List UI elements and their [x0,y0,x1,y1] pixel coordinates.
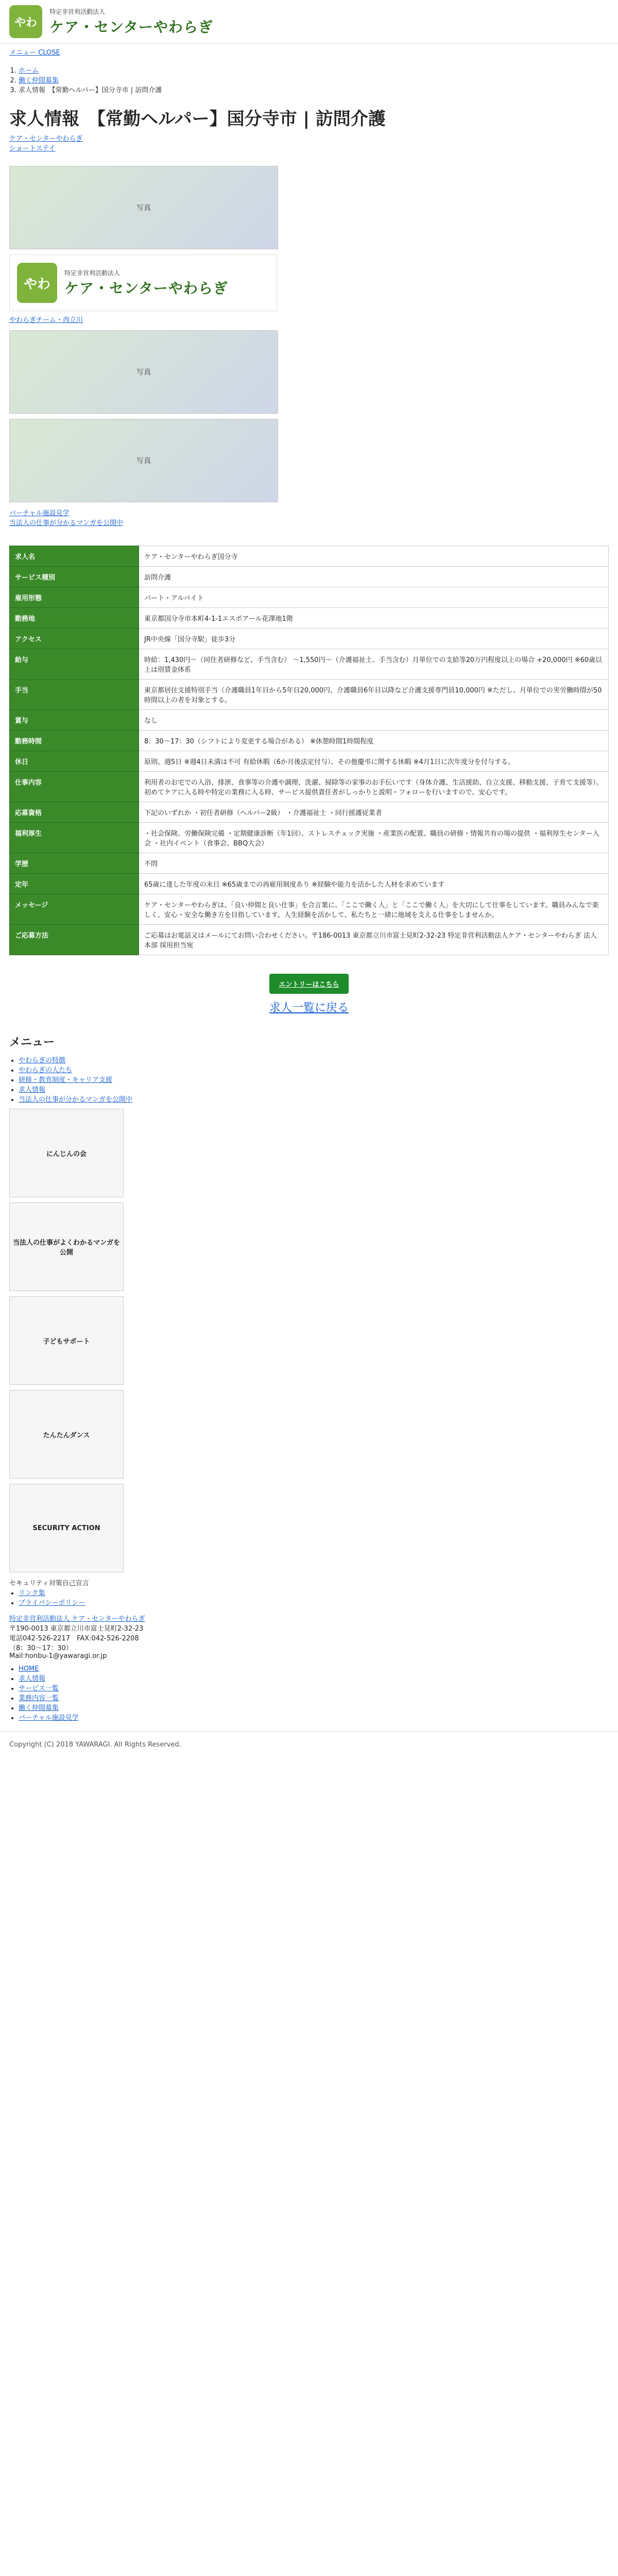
job-row [10,629,609,649]
job-row-label: 応募資格 [10,802,139,823]
breadcrumb-home[interactable]: ホーム [19,67,39,75]
photo-3: 写真 [9,419,278,502]
job-row [10,649,609,680]
job-row-value: 原則、週5日 ※週4日未満は不可 有給休暇（6か月後法定付与）、その他慶弔に関する休暇 ※4月1日に次年度分を付与する。 [139,751,609,772]
job-row [10,751,609,772]
footer-menu-item[interactable]: 求人情報 [19,1086,46,1094]
banner-ninjin[interactable]: にんじんの会 [9,1109,124,1197]
footer-links [9,1587,609,1607]
job-row-value: 東京都国分寺市本町4-1-1エスポアール花澤地1階 [139,608,609,629]
footer-tel: 電話042-526-2217 FAX:042-526-2208 [9,1635,139,1642]
footer-address: 〒190-0013 東京都立川市富士見町2-32-23 [9,1625,144,1633]
job-row [10,853,609,874]
job-row [10,894,609,925]
job-row-value: ケア・センターやわらぎ国分寺 [139,546,609,567]
footer-org-link[interactable]: 特定非営利活動法人 ケア・センターやわらぎ [9,1615,145,1623]
job-row [10,680,609,710]
job-row [10,874,609,894]
job-row [10,772,609,802]
cta-area [0,964,618,1024]
subhead [0,133,618,158]
job-row-value: 下記のいずれか ・初任者研修（ヘルパー2級） ・介護福祉士 ・同行援護従業者 [139,802,609,823]
job-row-value: ケア・センターやわらぎは、「良い仲間と良い仕事」を合言葉に、「ここで働く人」と「ここで働く人」を大切にして仕事をしています。職員みんなで楽しく、安心・安全な働き方を目指しています。人生経験を活かして、私たちと一緒に地域を支える仕事をしませんか。 [139,894,609,925]
job-row-value: 東京都居住支援特別手当（介護職員1年目から5年目20,000円、介護職員6年目以降など介護支援専門員10,000円 ※ただし、月単位での実労働時間が50時間以上の者を対象とする。 [139,680,609,710]
photo-1: 写真 [9,166,278,249]
site-header [0,0,618,44]
job-info-table [9,546,609,955]
photo-2: 写真 [9,330,278,414]
job-row-label: 給与 [10,649,139,680]
job-row-value: パート・アルバイト [139,587,609,608]
job-row [10,710,609,731]
gallery [0,158,618,536]
footer-menu-item[interactable]: 研修・教育制度・キャリア支援 [19,1076,113,1084]
back-to-list-link[interactable]: 求人一覧に戻る [269,1002,349,1014]
job-row-value: なし [139,710,609,731]
org-type: 特定非営利活動法人 [49,8,106,15]
employer-link[interactable]: ケア・センターやわらぎ [9,135,83,143]
footer-mail: Mail:honbu-1@yawaragi.or.jp [9,1652,107,1660]
job-row-value: 不問 [139,853,609,874]
footer-menu-title: メニュー [9,1036,55,1049]
footer-menu [9,1055,609,1104]
breadcrumb-recruit[interactable]: 働く仲間募集 [19,77,59,84]
job-row-label: 賞与 [10,710,139,731]
logo-org-name: ケア・センターやわらぎ [64,279,228,297]
job-row-label: 勤務時間 [10,731,139,751]
footer-menu-item[interactable]: 当法人の仕事が分かるマンガを公開中 [19,1096,133,1104]
footer-nav-item[interactable]: 業務内容一覧 [19,1694,59,1702]
footer-nav-item[interactable]: 働く仲間募集 [19,1704,59,1712]
job-row-value: ・社会保険、労働保険完備 ・定期健康診断（年1回）、ストレスチェック実施 ・産業医の配置、職員の研修・情報共有の場の提供 ・福利厚生センター入会 ・社内イベント（食事会、BBQ大会） [139,823,609,853]
job-row [10,567,609,587]
job-row [10,731,609,751]
job-rows [10,546,609,955]
job-row-value: 利用者のお宅での入浴、排泄、食事等の介護や調理、洗濯、掃除等の家事のお手伝いです（身体介護、生活援助、自立支援、移動支援、子育て支援等）。初めてケアに入る時や特定の業務に入る時、サービス提供責任者がしっかりと説明・フォローを行いますので、安心です。 [139,772,609,802]
footer-bottom-nav [9,1665,609,1722]
job-row-label: 休日 [10,751,139,772]
job-row-label: 勤務地 [10,608,139,629]
job-row [10,823,609,853]
footer-menu-item[interactable]: やわらぎの特徴 [19,1057,66,1064]
menu-close-link[interactable]: メニュー CLOSE [9,49,60,57]
logo-org-type: 特定非営利活動法人 [64,269,121,277]
job-row-label: メッセージ [10,894,139,925]
job-row [10,608,609,629]
short-stay-link[interactable]: ショートステイ [9,145,56,152]
breadcrumb [0,60,618,99]
job-row [10,925,609,955]
job-row [10,802,609,823]
job-row-label: アクセス [10,629,139,649]
job-row-value: ご応募はお電話又はメールにてお問い合わせください。〒186-0013 東京都立川市富士見町2-32-23 特定非営利活動法人ケア・センターやわらぎ 法人本部 採用担当宛 [139,925,609,955]
job-row-label: 定年 [10,874,139,894]
org-logo: やわ [9,5,42,38]
job-row-value: JR中央線「国分寺駅」徒歩3分 [139,629,609,649]
org-logo-text [49,7,213,37]
job-row-value: 65歳に達した年度の末日 ※65歳までの再雇用制度あり ※経験や能力を活かした人材を求めています [139,874,609,894]
logo-block [9,255,277,311]
org-name: ケア・センターやわらぎ [49,18,213,36]
banner-security-action[interactable]: SECURITY ACTION [9,1484,124,1572]
job-row [10,546,609,567]
job-row [10,587,609,608]
job-row-value: 訪問介護 [139,567,609,587]
logo-mark: やわ [17,263,57,303]
job-row-label: 手当 [10,680,139,710]
banner-dance[interactable]: たんたんダンス [9,1390,124,1479]
virtual-tour-link[interactable]: バーチャル施設見学 [9,510,70,517]
breadcrumb-current: 3. 求人情報 【常勤ヘルパー】国分寺市 | 訪問介護 [19,84,609,94]
team-caption-link[interactable]: やわらぎチーム・西立川 [9,316,83,324]
job-row-label: 学歴 [10,853,139,874]
job-row-label: サービス種別 [10,567,139,587]
banner-manga[interactable]: 当法人の仕事がよくわかるマンガを公開 [9,1202,124,1291]
logo-text [64,268,228,298]
footer-nav-item[interactable]: 求人情報 [19,1675,46,1683]
job-row-label: 求人名 [10,546,139,567]
footer-menu-item[interactable]: やわらぎの人たち [19,1066,73,1074]
footer-nav-item[interactable]: バーチャル施設見学 [19,1714,79,1722]
banner-kids[interactable]: 子どもサポート [9,1296,124,1385]
footer-nav-item[interactable]: HOME [19,1665,39,1673]
job-row-label: 福利厚生 [10,823,139,853]
job-row-label: 仕事内容 [10,772,139,802]
footer-hours: （8：30〜17：30） [9,1645,73,1652]
entry-button[interactable]: エントリーはこちら [269,974,348,994]
job-row-label: ご応募方法 [10,925,139,955]
security-caption: セキュリティ対策自己宣言 [9,1580,89,1587]
footer-nav-item[interactable]: サービス一覧 [19,1685,59,1692]
job-row-label: 雇用形態 [10,587,139,608]
privacy-policy-link[interactable]: プライバシーポリシー [19,1599,85,1607]
page-title: 求人情報 【常勤ヘルパー】国分寺市 | 訪問介護 [9,109,386,129]
link-list[interactable]: リンク集 [19,1589,45,1597]
footer [0,1024,618,1731]
job-row-value: 8：30〜17：30（シフトにより変更する場合がある） ※休憩時間1時間程度 [139,731,609,751]
copyright: Copyright (C) 2018 YAWARAGI. All Rights Reserved. [0,1731,618,1758]
job-row-value: 時給：1,430円〜（同住者研修など、手当含む） 〜1,550円〜（介護福祉士、手当含む）月単位での支給等20万円程度以上の場合 +20,000円 ※60歳以上は別賃金体系 [139,649,609,680]
manga-link[interactable]: 当法人の仕事が分かるマンガを公開中 [9,519,124,527]
